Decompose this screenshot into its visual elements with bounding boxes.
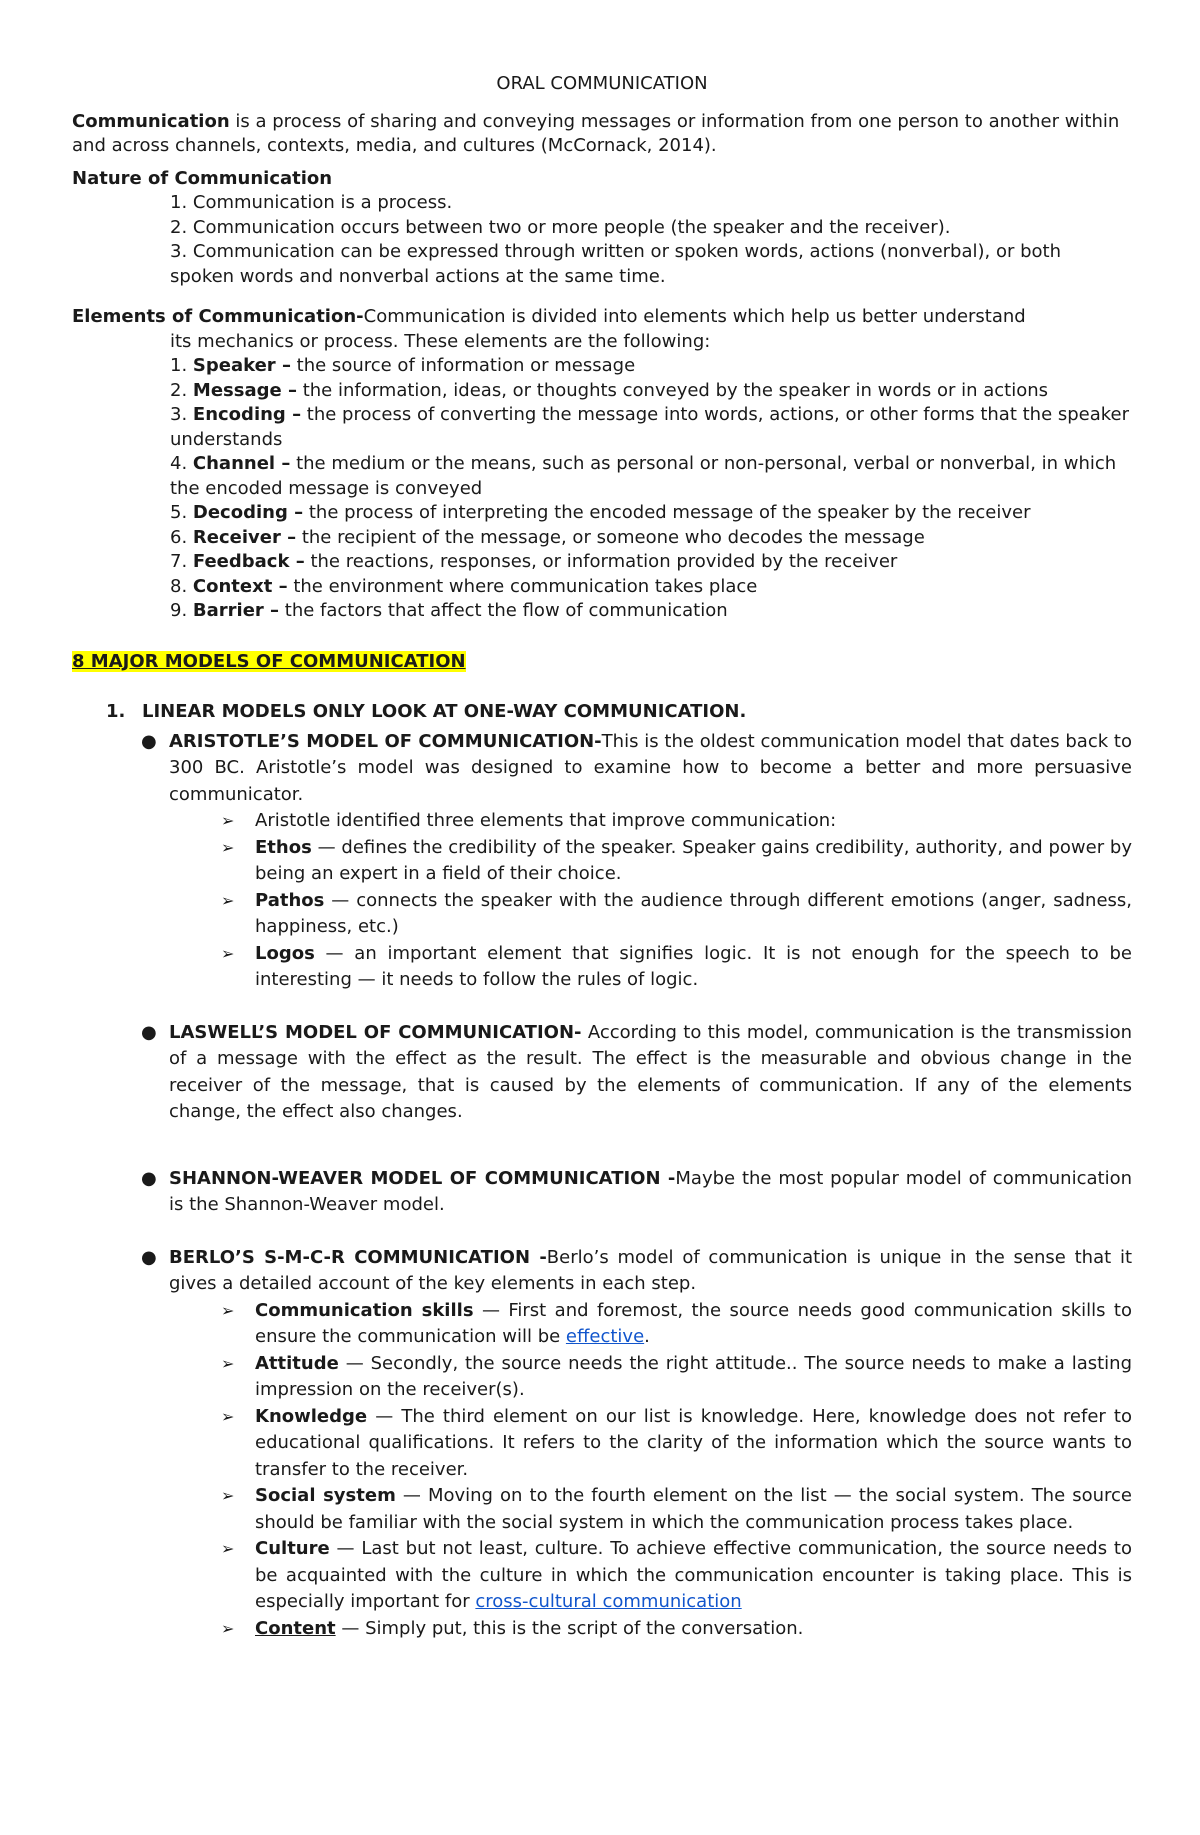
aristotle-point: ➢ Ethos — defines the credibility of the speaker. Speaker gains credibility, authority, and power by being an expert in a field of their choice. — [221, 836, 1132, 884]
berlo-point-content: ➢ Content — Simply put, this is the script of the conversation. — [255, 1616, 1132, 1643]
bullet-icon: ● — [141, 1246, 157, 1268]
berlo-model-item — [141, 1245, 1133, 1643]
arrow-bullet-icon: ➢ — [221, 1486, 235, 1505]
arrow-bullet-icon: ➢ — [221, 943, 235, 963]
arrow-bullet-icon: ➢ — [221, 1539, 235, 1558]
arrow-bullet-icon: ➢ — [221, 1618, 235, 1638]
laswell-text: According to this model, communication is the transmission of a message with the effect as the result. The effect is the measurable and obvious change in the receiver of the message, that is caused by the elements of communication. If any of the elements change, the effect also changes. — [169, 1021, 1132, 1122]
element-item: 4. Channel – the medium or the means, such as personal or non-personal, verbal or nonverbal, in which the encoded message is conveyed — [170, 453, 1117, 499]
intro-term: Communication — [72, 110, 230, 132]
intro-paragraph — [72, 110, 1132, 159]
berlo-point-culture: ➢ Culture — Last but not least, culture. To achieve effective communication, the source needs to be acquainted with the culture in which the communication encounter is taking place. This is especially important for cross-cultural communication — [221, 1538, 1132, 1612]
element-item: 3. Encoding – the process of converting the message into words, actions, or other forms that the speaker understands — [170, 404, 1130, 450]
arrow-bullet-icon: ➢ — [221, 890, 235, 910]
elements-list — [72, 354, 1132, 624]
elements-intro: Communication is divided into elements which help us better understand — [363, 306, 1026, 327]
laswell-model-item — [141, 1020, 1132, 1126]
element-item: 9. Barrier – the factors that affect the flow of communication — [170, 600, 728, 621]
aristotle-points — [221, 808, 1132, 994]
berlo-point-skills: ➢ Communication skills — First and foremost, the source needs good communication skills to ensure the communication will be effective. — [221, 1299, 1132, 1347]
element-item: 5. Decoding – the process of interpreting the encoded message of the speaker by the receiver — [170, 502, 1031, 523]
aristotle-term: ARISTOTLE’S MODEL OF COMMUNICATION- — [169, 730, 602, 752]
nature-item: 2. Communication occurs between two or more people (the speaker and the receiver). — [170, 216, 951, 238]
elements-heading-term: Elements of Communication- — [72, 306, 364, 327]
aristotle-point: ➢ Logos — an important element that signifies logic. It is not enough for the speech to be interesting — it needs to follow the rules of logic. — [221, 942, 1132, 990]
arrow-bullet-icon: ➢ — [221, 837, 235, 857]
element-item: 2. Message – the information, ideas, or thoughts conveyed by the speaker in words or in actions — [170, 379, 1049, 401]
aristotle-model-item — [141, 729, 1133, 994]
berlo-point-knowledge: ➢ Knowledge — The third element on our list is knowledge. Here, knowledge does not refer to educational qualifications. It refers to the clarity of the information which the source wants to transfer to the receiver. — [221, 1405, 1132, 1480]
element-item: 1. Speaker – the source of information or message — [170, 355, 636, 376]
nature-item: spoken words and nonverbal actions at the same time. — [170, 265, 666, 287]
berlo-text: Berlo’s model of communication is unique in the sense that it gives a detailed account of the key elements in each step. — [169, 1246, 1132, 1294]
intro-text: is a process of sharing and conveying messages or information from one person to another within and across channels, contexts, media, and cultures (McCornack, 2014). — [72, 110, 1120, 156]
aristotle-point: ➢ Aristotle identified three elements that improve communication: — [255, 808, 1132, 835]
nature-heading: Nature of Communication — [72, 167, 333, 189]
elements-intro-cont: its mechanics or process. These elements are the following: — [170, 330, 711, 352]
aristotle-point: ➢ Pathos — connects the speaker with the audience through different emotions (anger, sadness, happiness, etc.) — [221, 889, 1132, 937]
arrow-bullet-icon: ➢ — [221, 1300, 235, 1320]
linear-models-heading: 1. LINEAR MODELS ONLY LOOK AT ONE-WAY COMMUNICATION. — [106, 701, 747, 722]
aristotle-text: This is the oldest communication model that dates back to 300 BC. Aristotle’s model was designed to examine how to become a better and more persuasive communicator. — [169, 730, 1133, 805]
element-item: 8. Context – the environment where communication takes place — [170, 575, 758, 597]
bullet-icon: ● — [141, 730, 157, 752]
effective-link[interactable]: effective — [565, 1326, 645, 1347]
cross-cultural-link[interactable]: cross-cultural communication — [475, 1591, 742, 1612]
arrow-bullet-icon: ➢ — [221, 1353, 235, 1373]
berlo-term: BERLO’S S-M-C-R COMMUNICATION - — [169, 1246, 547, 1268]
berlo-points — [221, 1298, 1133, 1643]
arrow-bullet-icon: ➢ — [221, 811, 235, 830]
element-item: 7. Feedback – the reactions, responses, or information provided by the receiver — [170, 551, 898, 572]
shannon-term: SHANNON-WEAVER MODEL OF COMMUNICATION - — [169, 1167, 676, 1189]
element-item: 6. Receiver – the recipient of the message, or someone who decodes the message — [170, 526, 925, 548]
bullet-icon: ● — [141, 1167, 157, 1189]
major-models-heading: 8 MAJOR MODELS OF COMMUNICATION — [72, 650, 466, 672]
arrow-bullet-icon: ➢ — [221, 1406, 235, 1426]
elements-heading — [72, 305, 1132, 330]
page-title: ORAL COMMUNICATION — [496, 73, 708, 94]
shannon-text: Maybe the most popular model of communication is the Shannon-Weaver model. — [169, 1167, 1132, 1215]
berlo-point-attitude: ➢ Attitude — Secondly, the source needs the right attitude.. The source needs to make a lasting impression on the receiver(s). — [221, 1352, 1132, 1400]
berlo-point-social-system: ➢ Social system — Moving on to the fourth element on the list — the social system. The source should be familiar with the social system in which the communication process takes place. — [221, 1485, 1133, 1533]
shannon-model-item — [141, 1166, 1132, 1219]
document-page — [72, 72, 1132, 1642]
laswell-term: LASWELL’S MODEL OF COMMUNICATION- — [169, 1021, 582, 1043]
bullet-icon: ● — [141, 1021, 157, 1043]
nature-item: 1. Communication is a process. — [170, 192, 453, 213]
nature-item: 3. Communication can be expressed through written or spoken words, actions (nonverbal), or both — [170, 241, 1061, 262]
